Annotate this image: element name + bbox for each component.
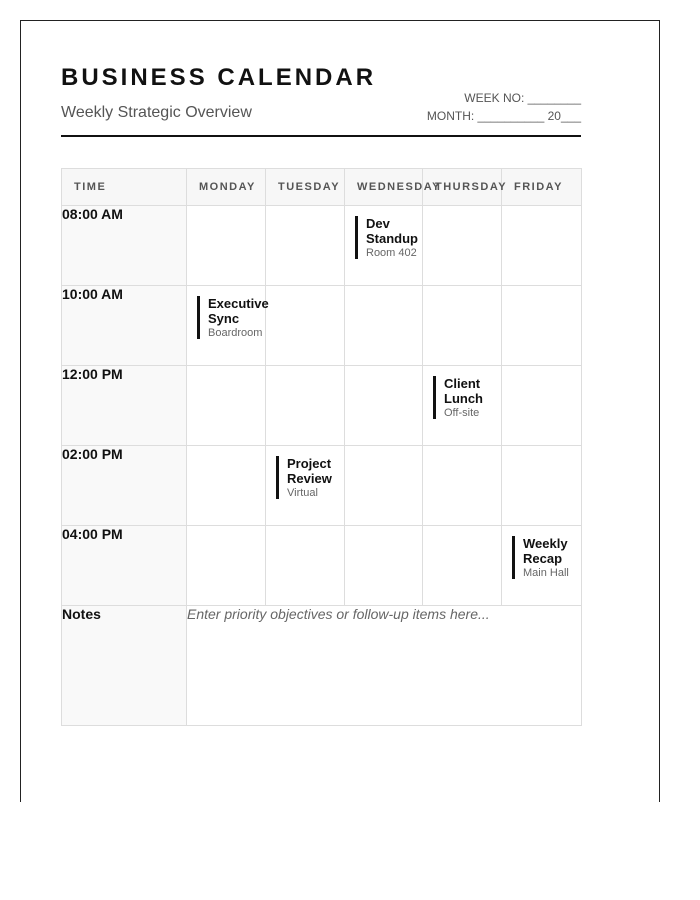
calendar-event[interactable]: [512, 536, 585, 579]
time-slot-row: [62, 206, 582, 286]
week-number-field: WEEK NO: ________: [464, 91, 581, 105]
calendar-cell-wednesday[interactable]: [345, 366, 423, 446]
calendar-cell-thursday[interactable]: [423, 286, 502, 366]
event-location: Room 402: [366, 247, 417, 259]
column-header-friday: FRIDAY: [502, 169, 582, 206]
event-title: Dev Standup: [366, 216, 418, 246]
calendar-cell-monday[interactable]: [187, 286, 269, 366]
event-location: Virtual: [287, 487, 318, 499]
calendar-cell-thursday[interactable]: [423, 526, 502, 606]
calendar-cell-wednesday[interactable]: [345, 286, 423, 366]
notes-row: [62, 606, 582, 726]
notes-field[interactable]: Enter priority objectives or follow-up items here...: [187, 606, 582, 726]
calendar-cell-friday[interactable]: [502, 206, 582, 286]
calendar-cell-monday[interactable]: [187, 446, 266, 526]
column-header-monday: MONDAY: [187, 169, 266, 206]
month-field: MONTH: __________ 20___: [426, 109, 581, 123]
event-title: Project Review: [287, 456, 332, 486]
event-location: Main Hall: [523, 567, 569, 579]
event-location: Boardroom: [208, 327, 263, 339]
calendar-event[interactable]: [355, 216, 428, 259]
calendar-cell-wednesday[interactable]: [345, 526, 423, 606]
calendar-cell-tuesday[interactable]: [266, 286, 345, 366]
time-slot-row: [62, 446, 582, 526]
calendar-cell-friday[interactable]: [502, 366, 582, 446]
calendar-cell-tuesday[interactable]: [266, 446, 345, 526]
calendar-cell-friday[interactable]: [502, 446, 582, 526]
calendar-event[interactable]: [433, 376, 506, 419]
time-slot-row: [62, 286, 582, 366]
calendar-cell-monday[interactable]: [187, 366, 266, 446]
calendar-cell-thursday[interactable]: [423, 446, 502, 526]
calendar-cell-tuesday[interactable]: [266, 206, 345, 286]
event-title: Weekly Recap: [523, 536, 568, 566]
calendar-event[interactable]: [276, 456, 349, 499]
calendar-cell-tuesday[interactable]: [266, 366, 345, 446]
time-slot-label: 02:00 PM: [62, 446, 187, 526]
time-slot-label: 10:00 AM: [62, 286, 187, 366]
weekly-calendar-table: [61, 168, 582, 726]
calendar-cell-tuesday[interactable]: [266, 526, 345, 606]
page-subtitle: Weekly Strategic Overview: [61, 104, 252, 121]
calendar-cell-wednesday[interactable]: [345, 206, 423, 286]
calendar-cell-monday[interactable]: [187, 206, 266, 286]
calendar-cell-wednesday[interactable]: [345, 446, 423, 526]
calendar-cell-monday[interactable]: [187, 526, 266, 606]
event-title: Executive Sync: [208, 296, 269, 326]
column-header-wednesday: WEDNESDAY: [345, 169, 423, 206]
time-slot-label: 08:00 AM: [62, 206, 187, 286]
column-header-tuesday: TUESDAY: [266, 169, 345, 206]
calendar-cell-friday[interactable]: [502, 526, 582, 606]
time-slot-label: 04:00 PM: [62, 526, 187, 606]
calendar-cell-friday[interactable]: [502, 286, 582, 366]
column-header-thursday: THURSDAY: [423, 169, 502, 206]
notes-label: Notes: [62, 606, 187, 726]
event-title: Client Lunch: [444, 376, 483, 406]
calendar-header-row: [62, 169, 582, 206]
calendar-event[interactable]: [197, 296, 270, 339]
calendar-header: [61, 64, 581, 137]
event-location: Off-site: [444, 407, 480, 419]
calendar-cell-thursday[interactable]: [423, 206, 502, 286]
time-slot-label: 12:00 PM: [62, 366, 187, 446]
time-slot-row: [62, 366, 582, 446]
page-title: BUSINESS CALENDAR: [61, 64, 377, 91]
column-header-time: TIME: [62, 169, 187, 206]
time-slot-row: [62, 526, 582, 606]
calendar-cell-thursday[interactable]: [423, 366, 502, 446]
